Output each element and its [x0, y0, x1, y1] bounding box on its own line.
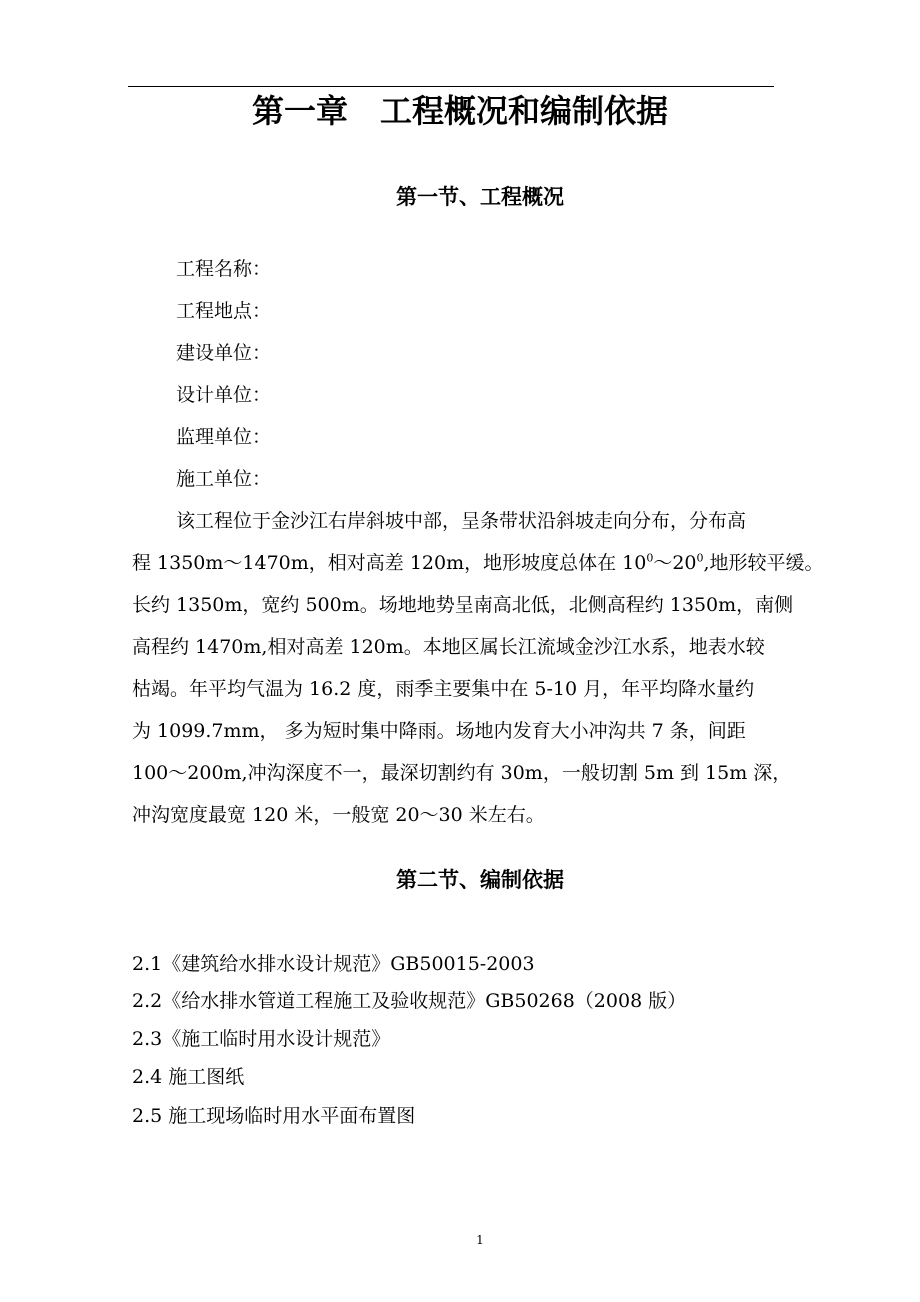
paragraph-text: ,地形较平缓。	[703, 552, 824, 574]
reference-item: 2.4 施工图纸	[132, 1066, 245, 1088]
paragraph-line: 100～200m,冲沟深度不一，最深切割约有 30m，一般切割 5m 到 15m 深，	[132, 762, 792, 784]
field-design-unit: 设计单位：	[176, 384, 272, 406]
section-title-overview: 第一节、工程概况	[396, 185, 564, 209]
paragraph-line: 枯竭。年平均气温为 16.2 度，雨季主要集中在 5-10 月，年平均降水量约	[132, 678, 755, 700]
field-project-name: 工程名称：	[176, 258, 272, 280]
degree-superscript: 0	[646, 551, 654, 565]
paragraph-line: 冲沟宽度最宽 120 米，一般宽 20～30 米左右。	[132, 804, 545, 826]
field-project-location: 工程地点：	[176, 300, 272, 322]
header-rule	[128, 86, 774, 87]
paragraph-line: 长约 1350m，宽约 500m。场地地势呈南高北低，北侧高程约 1350m，南侧	[132, 594, 794, 616]
reference-item: 2.3《施工临时用水设计规范》	[132, 1028, 391, 1050]
reference-item: 2.1《建筑给水排水设计规范》GB50015-2003	[132, 953, 535, 975]
paragraph-text: ～20	[653, 552, 697, 574]
field-contractor-unit: 施工单位：	[176, 468, 272, 490]
reference-item: 2.2《给水排水管道工程施工及验收规范》GB50268（2008 版）	[132, 990, 687, 1012]
paragraph-line: 高程约 1470m,相对高差 120m。本地区属长江流域金沙江水系，地表水较	[132, 636, 765, 658]
paragraph-line: 该工程位于金沙江右岸斜坡中部，呈条带状沿斜坡走向分布，分布高	[176, 510, 747, 532]
field-supervision-unit: 监理单位：	[176, 426, 272, 448]
paragraph-text: 程 1350m～1470m，相对高差 120m，地形坡度总体在 10	[132, 552, 647, 574]
section-title-basis: 第二节、编制依据	[396, 868, 564, 892]
page-number: 1	[476, 1233, 484, 1247]
paragraph-line: 为 1099.7mm， 多为短时集中降雨。场地内发育大小冲沟共 7 条，间距	[132, 720, 746, 742]
reference-item: 2.5 施工现场临时用水平面布置图	[132, 1105, 416, 1127]
chapter-title: 第一章 工程概况和编制依据	[251, 92, 668, 130]
paragraph-line	[132, 549, 824, 577]
field-construction-unit: 建设单位：	[176, 342, 272, 364]
degree-superscript: 0	[696, 551, 704, 565]
